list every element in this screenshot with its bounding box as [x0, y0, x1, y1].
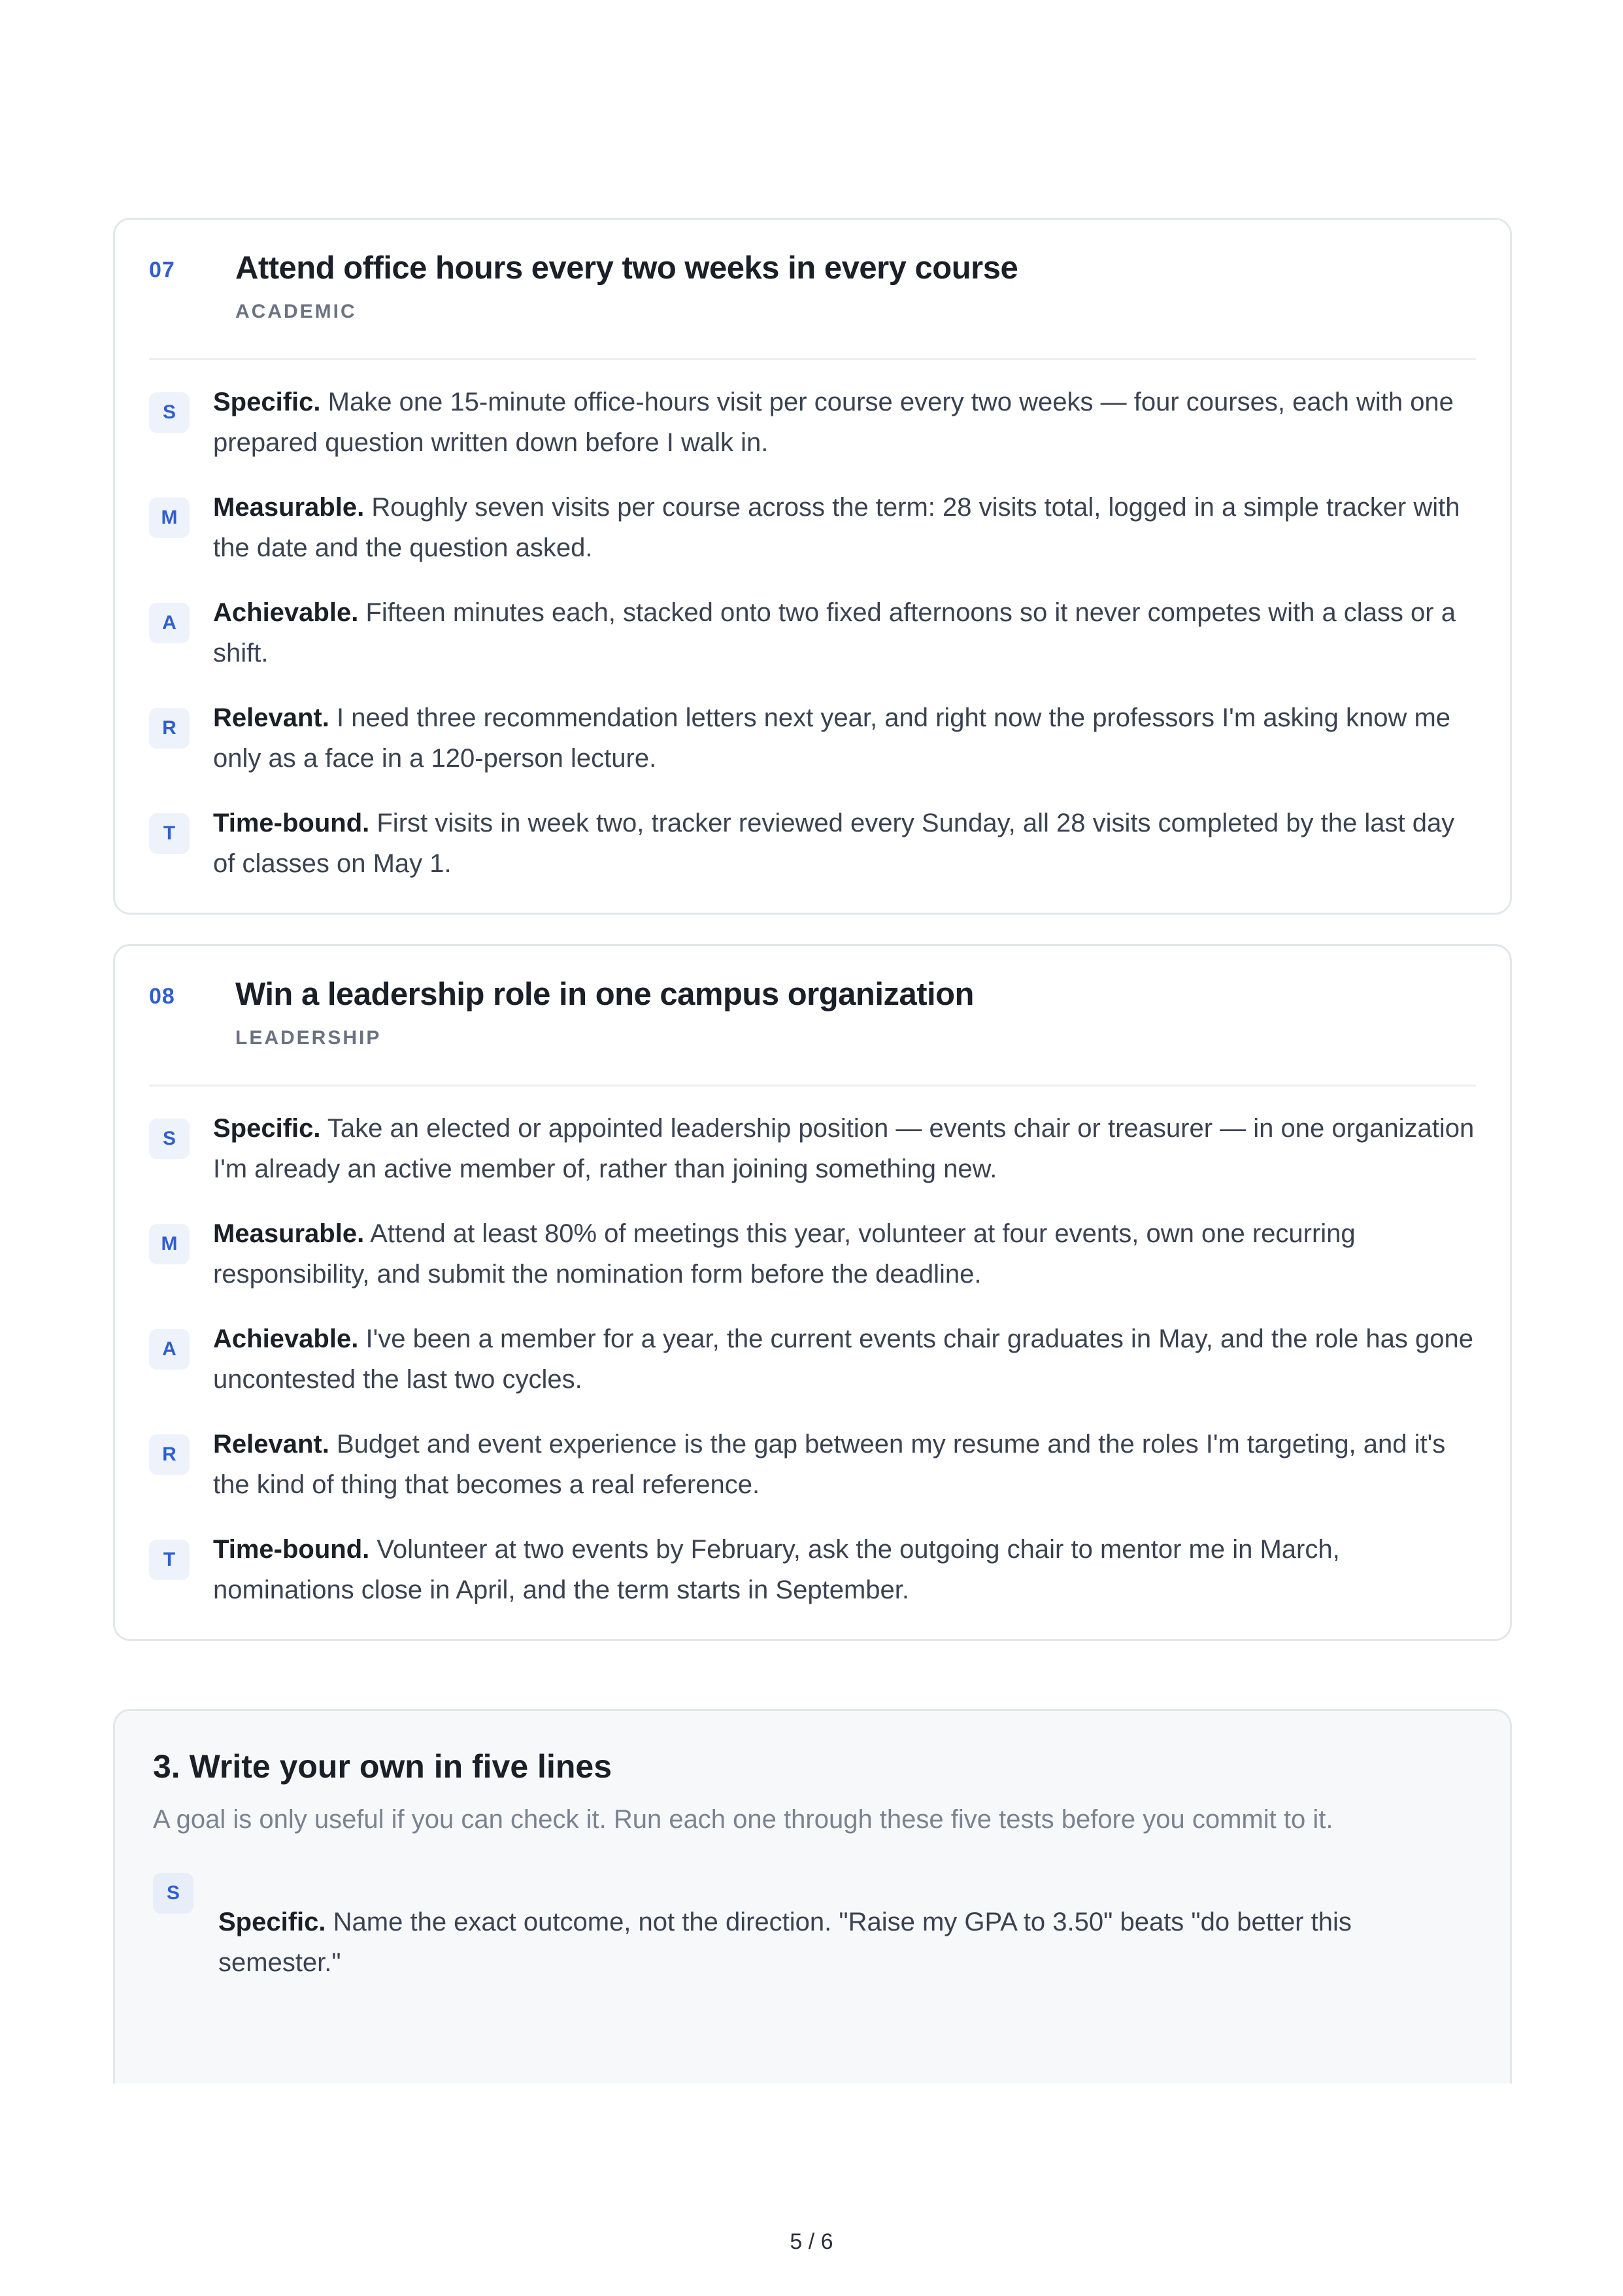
row-text	[213, 1424, 1478, 1505]
row-text	[213, 1108, 1478, 1189]
section-row-text	[218, 1902, 1480, 1983]
goal-title: Win a leadership role in one campus organization	[235, 977, 974, 1012]
row-label: Specific.	[218, 1908, 326, 1936]
row-label: Specific.	[213, 1114, 321, 1143]
row-body: Budget and event experience is the gap between my resume and the roles I'm targeting, and it's the kind of thing that becomes a real reference.	[213, 1430, 1446, 1499]
goal-number: 08	[149, 984, 175, 1009]
row-label: Specific.	[213, 388, 321, 416]
goal-card-header	[149, 946, 1476, 1087]
write-your-own-section	[113, 1709, 1512, 2084]
row-label: Measurable.	[213, 493, 365, 522]
row-body: I need three recommendation letters next year, and right now the professors I'm asking know me only as a face in a 120-person lecture.	[213, 703, 1451, 773]
row-text	[213, 1213, 1478, 1294]
section-title: 3. Write your own in five lines	[153, 1748, 612, 1785]
letter-badge: S	[149, 1119, 190, 1159]
goal-number: 07	[149, 258, 175, 282]
row-text	[213, 698, 1478, 779]
row-label: Time-bound.	[213, 1535, 370, 1564]
row-label: Achievable.	[213, 598, 359, 627]
letter-badge: S	[153, 1873, 193, 1914]
row-body: I've been a member for a year, the current events chair graduates in May, and the role has gone uncontested the last two cycles.	[213, 1325, 1473, 1394]
row-text	[213, 1529, 1478, 1610]
row-body: Attend at least 80% of meetings this year, volunteer at four events, own one recurring responsibility, and submit the nomination form before the deadline.	[213, 1219, 1356, 1289]
row-text	[213, 382, 1478, 463]
letter-badge: R	[149, 708, 190, 749]
letter-badge: R	[149, 1434, 190, 1475]
row-text	[213, 803, 1478, 884]
row-body: Roughly seven visits per course across the term: 28 visits total, logged in a simple tracker with the date and the question asked.	[213, 493, 1460, 562]
row-body: Fifteen minutes each, stacked onto two fixed afternoons so it never competes with a class or a shift.	[213, 598, 1456, 667]
letter-badge: M	[149, 498, 190, 538]
goal-card-08	[113, 944, 1512, 1641]
goal-title: Attend office hours every two weeks in every course	[235, 250, 1018, 286]
row-body: First visits in week two, tracker reviewed every Sunday, all 28 visits completed by the last day of classes on May 1.	[213, 809, 1455, 878]
row-body: Name the exact outcome, not the direction. "Raise my GPA to 3.50" beats "do better this semester."	[218, 1908, 1352, 1977]
letter-badge: M	[149, 1224, 190, 1264]
row-text	[213, 592, 1478, 673]
page-number: 5 / 6	[790, 2229, 833, 2254]
row-text	[213, 1319, 1478, 1400]
row-label: Relevant.	[213, 703, 329, 732]
goal-category: LEADERSHIP	[235, 1027, 382, 1049]
row-text	[213, 487, 1478, 568]
letter-badge: T	[149, 813, 190, 854]
row-body: Make one 15-minute office-hours visit per course every two weeks — four courses, each with one prepared question written down before I walk in.	[213, 388, 1454, 457]
goal-category: ACADEMIC	[235, 301, 357, 322]
goal-card-header	[149, 220, 1476, 360]
goal-card-07	[113, 218, 1512, 915]
row-label: Measurable.	[213, 1219, 365, 1248]
row-body: Take an elected or appointed leadership position — events chair or treasurer — in one organization I'm already an active member of, rather than joining something new.	[213, 1114, 1475, 1183]
row-label: Time-bound.	[213, 809, 370, 837]
letter-badge: A	[149, 1329, 190, 1370]
row-label: Achievable.	[213, 1325, 359, 1353]
row-label: Relevant.	[213, 1430, 329, 1459]
letter-badge: T	[149, 1540, 190, 1580]
section-subtitle: A goal is only useful if you can check it. Run each one through these five tests before you commit to it.	[153, 1805, 1333, 1834]
letter-badge: S	[149, 392, 190, 433]
letter-badge: A	[149, 603, 190, 643]
row-body: Volunteer at two events by February, ask the outgoing chair to mentor me in March, nominations close in April, and the term starts in September.	[213, 1535, 1340, 1604]
